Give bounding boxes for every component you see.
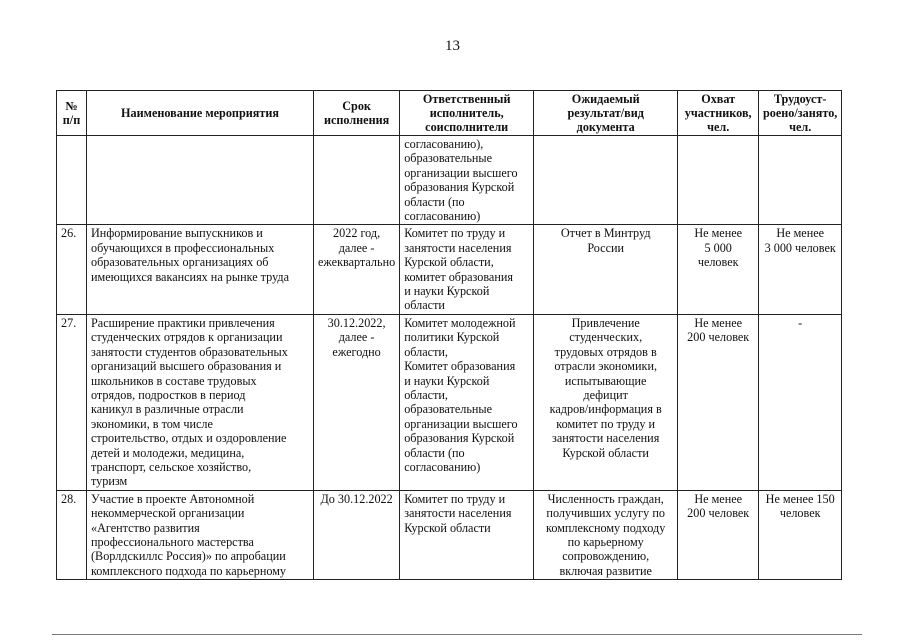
header-name: Наименование мероприятия xyxy=(87,91,314,136)
cell-term: 30.12.2022, далее - ежегодно xyxy=(314,314,400,490)
cell-coverage: Не менее 200 человек xyxy=(678,490,759,579)
cell-responsible: Комитет по труду и занятости населения Курской области xyxy=(400,490,534,579)
cell-employed: Не менее 150 человек xyxy=(759,490,842,579)
header-num: № п/п xyxy=(57,91,87,136)
cell-employed: Не менее 3 000 человек xyxy=(759,225,842,314)
cell-num: 28. xyxy=(57,490,87,579)
cell-coverage: Не менее 200 человек xyxy=(678,314,759,490)
cell-num: 26. xyxy=(57,225,87,314)
header-result: Ожидаемый результат/вид документа xyxy=(534,91,678,136)
cell-name: Участие в проекте Автономной некоммерческой организации «Агентство развития профессионального мастерства (Ворлдскиллс Россия)» по апробации комплексного подхода по карьерному xyxy=(87,490,314,579)
cell-num xyxy=(57,136,87,225)
header-responsible: Ответственный исполнитель, соисполнители xyxy=(400,91,534,136)
table-header-row xyxy=(57,91,842,136)
cell-term xyxy=(314,136,400,225)
cell-term: 2022 год, далее - ежеквартально xyxy=(314,225,400,314)
cell-result: Численность граждан, получивших услугу по комплексному подходу по карьерному сопровождению, включая развитие xyxy=(534,490,678,579)
cell-employed: - xyxy=(759,314,842,490)
cell-responsible: Комитет молодежной политики Курской области, Комитет образования и науки Курской области, образовательные организации высшего образования Курской области (по согласованию) xyxy=(400,314,534,490)
events-table xyxy=(56,90,842,580)
cell-name xyxy=(87,136,314,225)
page-bottom-edge xyxy=(52,634,862,635)
cell-name: Расширение практики привлечения студенческих отрядов к организации занятости студентов образовательных организаций высшего образования и школьников в составе трудовых отрядов, подростков в период каникул в различные отрасли экономики, в том числе строительство, отдых и оздоровление детей и молодежи, медицина, транспорт, сельское хозяйство, туризм xyxy=(87,314,314,490)
table-row xyxy=(57,136,842,225)
cell-num: 27. xyxy=(57,314,87,490)
cell-coverage: Не менее 5 000 человек xyxy=(678,225,759,314)
cell-term: До 30.12.2022 xyxy=(314,490,400,579)
table-row xyxy=(57,225,842,314)
cell-result xyxy=(534,136,678,225)
header-employed: Трудоуст- роено/занято, чел. xyxy=(759,91,842,136)
cell-employed xyxy=(759,136,842,225)
page-number: 13 xyxy=(445,38,460,54)
cell-responsible: Комитет по труду и занятости населения Курской области, комитет образования и науки Курской области xyxy=(400,225,534,314)
cell-name: Информирование выпускников и обучающихся в профессиональных образовательных организациях об имеющихся вакансиях на рынке труда xyxy=(87,225,314,314)
header-coverage: Охват участников, чел. xyxy=(678,91,759,136)
cell-coverage xyxy=(678,136,759,225)
table-row xyxy=(57,314,842,490)
cell-result: Отчет в Минтруд России xyxy=(534,225,678,314)
table-row xyxy=(57,490,842,579)
cell-responsible: согласованию), образовательные организации высшего образования Курской области (по согласованию) xyxy=(400,136,534,225)
header-term: Срок исполнения xyxy=(314,91,400,136)
cell-result: Привлечение студенческих, трудовых отрядов в отрасли экономики, испытывающие дефицит кадров/информация в комитет по труду и занятости населения Курской области xyxy=(534,314,678,490)
